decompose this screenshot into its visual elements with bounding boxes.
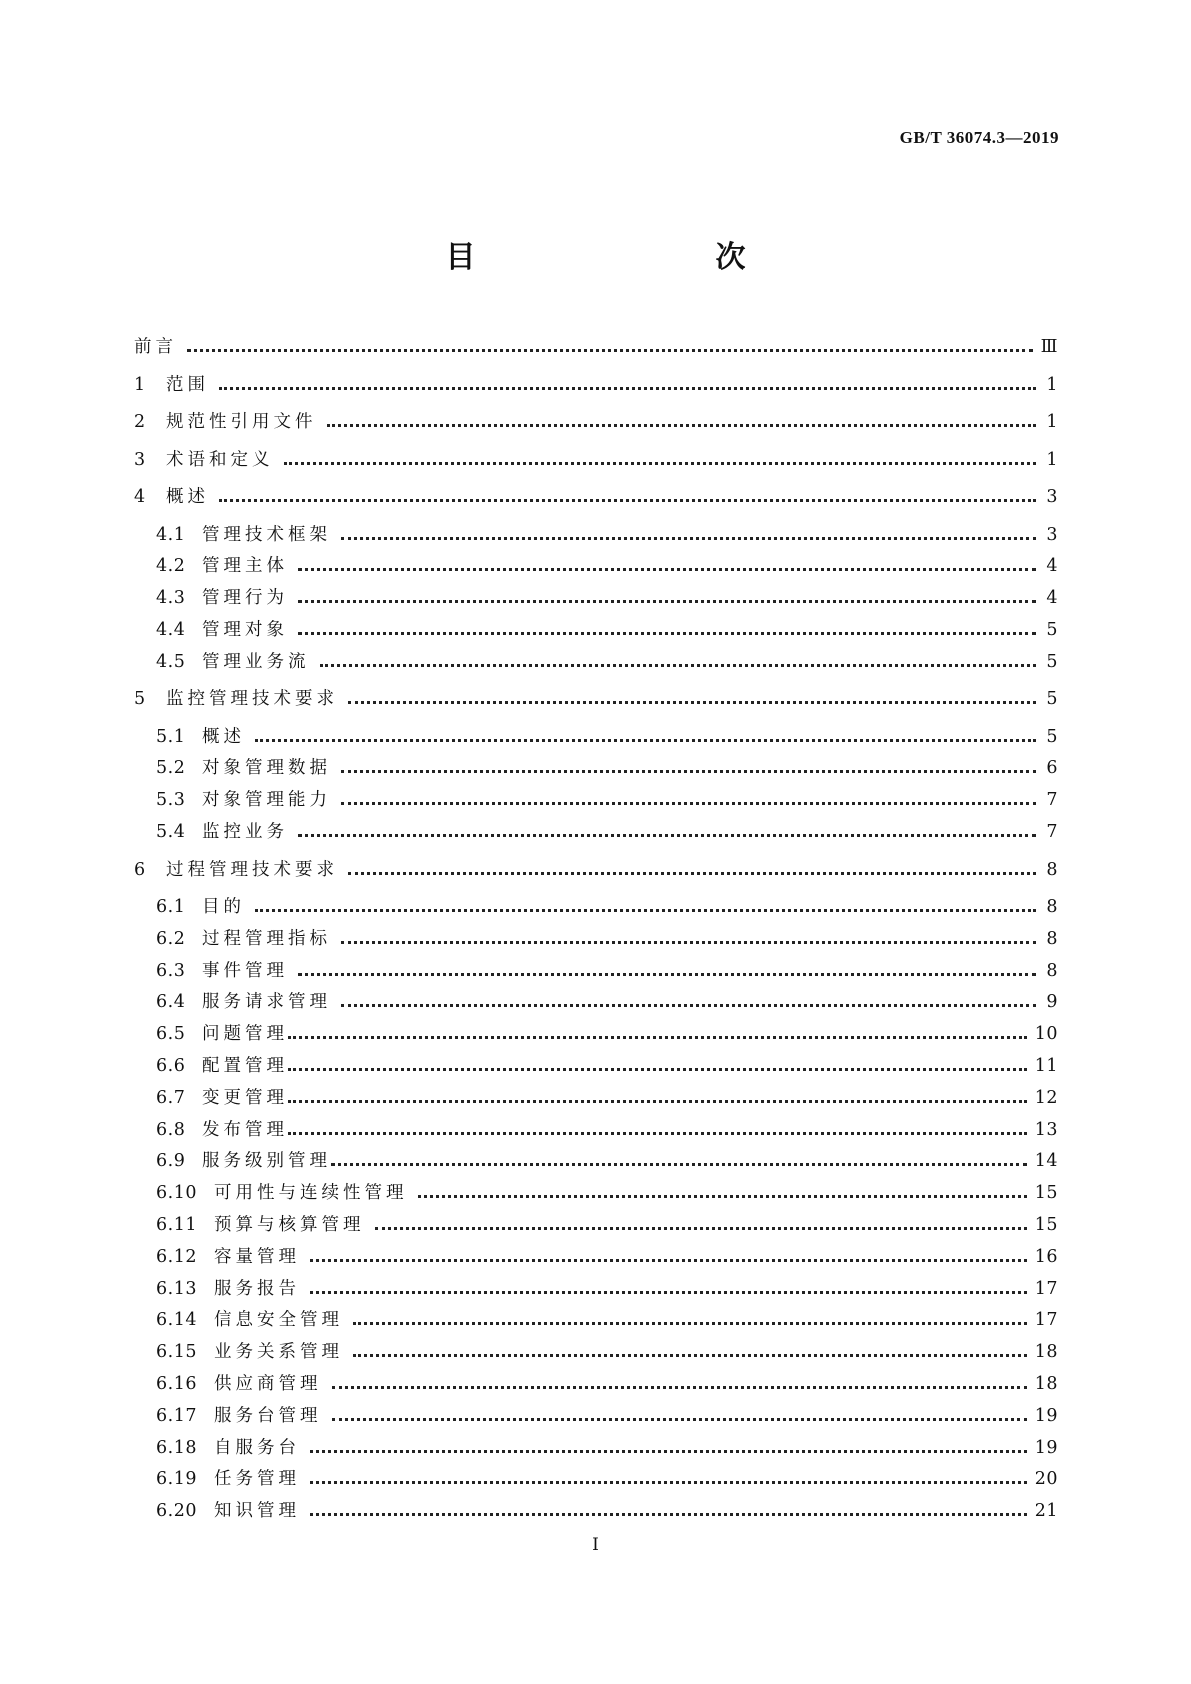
- toc-entry-page: 5: [1046, 726, 1058, 747]
- toc-entry-label: 服务台管理: [214, 1405, 322, 1426]
- toc-entry-label: 自服务台: [214, 1437, 300, 1458]
- toc-entry-label: 监控管理技术要求: [166, 689, 338, 710]
- toc-entry-label: 概述: [166, 487, 209, 507]
- toc-entry-number: 6.7: [156, 1087, 186, 1108]
- toc-entry-number: 6.10: [156, 1183, 197, 1204]
- dot-leader: [255, 739, 1036, 742]
- toc-entry-label: 知识管理: [214, 1501, 300, 1522]
- toc-entry-number: 3: [134, 449, 146, 470]
- toc-entry-label: 服务请求管理: [202, 992, 331, 1013]
- dot-leader: [255, 909, 1036, 912]
- toc-entry-number: 6.19: [156, 1469, 197, 1490]
- toc-entry-page: 15: [1034, 1183, 1058, 1204]
- toc-entry[interactable]: [134, 336, 1058, 358]
- toc-entry-label: 任务管理: [214, 1469, 300, 1490]
- toc-entry-label: 业务关系管理: [214, 1342, 343, 1363]
- toc-entry-label: 过程管理技术要求: [166, 859, 338, 880]
- toc-entry-page: 12: [1034, 1087, 1058, 1108]
- toc-entry[interactable]: [134, 555, 1058, 577]
- dot-leader: [331, 1163, 1027, 1166]
- dot-leader: [353, 1322, 1027, 1325]
- toc-entry-page: 1: [1046, 449, 1058, 470]
- dot-leader: [327, 424, 1037, 427]
- dot-leader: [341, 802, 1036, 805]
- toc-entry-number: 6.5: [156, 1024, 186, 1045]
- toc-entry-page: 16: [1034, 1246, 1058, 1267]
- toc-entry-label: 服务级别管理: [202, 1151, 331, 1172]
- toc-entry-number: 1: [134, 374, 146, 395]
- dot-leader: [348, 701, 1036, 704]
- toc-entry-number: 4.1: [156, 524, 186, 545]
- toc-entry[interactable]: [134, 619, 1058, 641]
- dot-leader: [310, 1259, 1027, 1262]
- toc-entry-label: 前言: [134, 337, 177, 357]
- toc-entry-number: 6.1: [156, 897, 186, 918]
- toc-entry-page: 19: [1034, 1405, 1058, 1426]
- toc-entry[interactable]: [134, 1119, 1058, 1141]
- page-number: I: [592, 1535, 599, 1555]
- toc-entry-number: 6.20: [156, 1501, 197, 1522]
- toc-entry[interactable]: [134, 960, 1058, 982]
- toc-entry-label: 监控业务: [202, 822, 288, 843]
- toc-entry-number: 2: [134, 412, 146, 432]
- table-of-contents: [134, 336, 1058, 1522]
- toc-entry[interactable]: [134, 1246, 1058, 1268]
- dot-leader: [418, 1195, 1027, 1198]
- dot-leader: [298, 834, 1036, 837]
- toc-entry-number: 4.5: [156, 651, 186, 672]
- toc-entry-page: 4: [1046, 556, 1058, 577]
- toc-entry-page: 10: [1034, 1024, 1058, 1045]
- toc-entry-label: 管理业务流: [202, 651, 310, 672]
- toc-entry-number: 6.13: [156, 1278, 197, 1299]
- toc-entry-label: 管理对象: [202, 619, 288, 640]
- toc-entry[interactable]: [134, 524, 1058, 546]
- toc-entry[interactable]: [134, 1309, 1058, 1331]
- dot-leader: [341, 537, 1036, 540]
- dot-leader: [341, 1004, 1036, 1007]
- toc-entry-number: 5: [134, 689, 146, 710]
- toc-entry-page: 3: [1046, 524, 1058, 545]
- dot-leader: [288, 1068, 1027, 1071]
- dot-leader: [298, 600, 1036, 603]
- dot-leader: [310, 1481, 1027, 1484]
- dot-leader: [288, 1036, 1027, 1039]
- toc-entry-page: 17: [1034, 1310, 1058, 1331]
- toc-entry-number: 5.2: [156, 758, 186, 779]
- toc-entry-label: 术语和定义: [166, 449, 274, 470]
- toc-entry[interactable]: [134, 821, 1058, 843]
- toc-entry[interactable]: [134, 1341, 1058, 1363]
- toc-entry-label: 问题管理: [202, 1024, 288, 1045]
- toc-entry[interactable]: [134, 374, 1058, 396]
- toc-entry[interactable]: [134, 1437, 1058, 1459]
- toc-entry-page: 14: [1034, 1151, 1058, 1172]
- toc-entry[interactable]: [134, 1405, 1058, 1427]
- dot-leader: [288, 1132, 1027, 1135]
- toc-entry-label: 管理技术框架: [202, 524, 331, 545]
- toc-entry[interactable]: [134, 486, 1058, 508]
- dot-leader: [348, 872, 1036, 875]
- toc-entry-page: 5: [1046, 689, 1058, 710]
- toc-entry-number: 6.9: [156, 1151, 186, 1172]
- toc-entry-page: 4: [1046, 588, 1058, 609]
- dot-leader: [332, 1418, 1027, 1421]
- dot-leader: [332, 1386, 1027, 1389]
- toc-entry-page: 21: [1034, 1501, 1058, 1522]
- toc-entry-page: 7: [1046, 822, 1058, 843]
- dot-leader: [320, 664, 1037, 667]
- toc-entry-number: 6.2: [156, 928, 186, 949]
- toc-entry[interactable]: [134, 1182, 1058, 1204]
- toc-entry-label: 管理行为: [202, 588, 288, 609]
- toc-entry-page: 3: [1046, 487, 1058, 507]
- toc-entry[interactable]: [134, 651, 1058, 673]
- toc-entry-label: 可用性与连续性管理: [214, 1183, 408, 1204]
- toc-entry-label: 目的: [202, 897, 245, 918]
- toc-entry[interactable]: [134, 1278, 1058, 1300]
- dot-leader: [310, 1291, 1027, 1294]
- toc-entry-number: 6.17: [156, 1405, 197, 1426]
- toc-entry[interactable]: [134, 726, 1058, 748]
- dot-leader: [288, 1100, 1027, 1103]
- standard-code: GB/T 36074.3—2019: [899, 128, 1059, 147]
- dot-leader: [310, 1450, 1027, 1453]
- toc-entry[interactable]: [134, 1023, 1058, 1045]
- toc-entry-label: 发布管理: [202, 1119, 288, 1140]
- page-title: 目 次: [445, 240, 806, 275]
- toc-entry-page: 8: [1046, 859, 1058, 880]
- toc-entry-label: 容量管理: [214, 1246, 300, 1267]
- dot-leader: [341, 770, 1036, 773]
- toc-entry-label: 服务报告: [214, 1278, 300, 1299]
- toc-entry-label: 对象管理能力: [202, 790, 331, 811]
- toc-entry-page: 5: [1046, 651, 1058, 672]
- toc-entry[interactable]: [134, 1055, 1058, 1077]
- toc-entry-number: 6.15: [156, 1342, 197, 1363]
- toc-entry-number: 6.16: [156, 1374, 197, 1395]
- dot-leader: [219, 387, 1036, 390]
- toc-entry[interactable]: [134, 1150, 1058, 1172]
- toc-entry[interactable]: [134, 688, 1058, 710]
- toc-entry-page: 9: [1046, 992, 1058, 1013]
- toc-entry-page: 8: [1046, 928, 1058, 949]
- dot-leader: [341, 941, 1036, 944]
- toc-entry[interactable]: [134, 1087, 1058, 1109]
- toc-entry[interactable]: [134, 1468, 1058, 1490]
- toc-entry-page: Ⅲ: [1040, 337, 1058, 357]
- toc-entry-number: 4.2: [156, 556, 186, 577]
- toc-entry-label: 管理主体: [202, 556, 288, 577]
- toc-entry-label: 变更管理: [202, 1087, 288, 1108]
- toc-entry-page: 20: [1034, 1469, 1058, 1490]
- dot-leader: [353, 1354, 1027, 1357]
- toc-entry-number: 4.3: [156, 588, 186, 609]
- toc-entry[interactable]: [134, 1373, 1058, 1395]
- toc-entry-number: 6.6: [156, 1056, 186, 1077]
- toc-entry-label: 供应商管理: [214, 1374, 322, 1395]
- toc-entry[interactable]: [134, 587, 1058, 609]
- toc-entry[interactable]: [134, 859, 1058, 881]
- toc-entry-number: 6.12: [156, 1246, 197, 1267]
- toc-entry[interactable]: [134, 449, 1058, 471]
- toc-entry-page: 15: [1034, 1215, 1058, 1236]
- dot-leader: [298, 568, 1036, 571]
- toc-entry-number: 6: [134, 859, 146, 880]
- toc-entry-label: 信息安全管理: [214, 1310, 343, 1331]
- toc-entry-number: 6.3: [156, 960, 186, 981]
- toc-entry-label: 预算与核算管理: [214, 1215, 365, 1236]
- toc-entry-page: 8: [1046, 897, 1058, 918]
- toc-entry-page: 19: [1034, 1437, 1058, 1458]
- toc-entry-page: 18: [1034, 1374, 1058, 1395]
- toc-entry[interactable]: [134, 789, 1058, 811]
- toc-entry-label: 事件管理: [202, 960, 288, 981]
- toc-entry-page: 11: [1034, 1056, 1058, 1077]
- toc-entry-page: 18: [1034, 1342, 1058, 1363]
- toc-entry-number: 5.4: [156, 822, 186, 843]
- toc-entry-page: 6: [1046, 758, 1058, 779]
- toc-entry[interactable]: [134, 1500, 1058, 1522]
- toc-entry-number: 6.8: [156, 1119, 186, 1140]
- toc-entry-number: 6.4: [156, 992, 186, 1013]
- dot-leader: [310, 1513, 1027, 1516]
- toc-entry-number: 6.11: [156, 1215, 197, 1236]
- toc-entry-label: 配置管理: [202, 1056, 288, 1077]
- toc-entry[interactable]: [134, 896, 1058, 918]
- toc-entry-number: 5.1: [156, 726, 186, 747]
- dot-leader: [375, 1227, 1027, 1230]
- toc-entry-number: 4: [134, 487, 146, 507]
- toc-entry[interactable]: [134, 928, 1058, 950]
- toc-entry[interactable]: [134, 1214, 1058, 1236]
- dot-leader: [219, 499, 1036, 502]
- toc-entry-number: 4.4: [156, 619, 186, 640]
- dot-leader: [298, 632, 1036, 635]
- toc-entry-label: 规范性引用文件: [166, 412, 317, 432]
- toc-entry-page: 1: [1046, 412, 1058, 432]
- toc-entry-label: 概述: [202, 726, 245, 747]
- toc-entry-number: 5.3: [156, 790, 186, 811]
- toc-entry[interactable]: [134, 757, 1058, 779]
- dot-leader: [187, 349, 1033, 352]
- toc-entry-page: 13: [1034, 1119, 1058, 1140]
- toc-entry-label: 范围: [166, 374, 209, 395]
- toc-entry-number: 6.14: [156, 1310, 197, 1331]
- toc-entry-page: 8: [1046, 960, 1058, 981]
- toc-entry[interactable]: [134, 991, 1058, 1013]
- toc-entry-label: 过程管理指标: [202, 928, 331, 949]
- toc-entry-page: 1: [1046, 374, 1058, 395]
- toc-entry[interactable]: [134, 411, 1058, 433]
- dot-leader: [284, 462, 1037, 465]
- toc-entry-page: 17: [1034, 1278, 1058, 1299]
- toc-entry-page: 7: [1046, 790, 1058, 811]
- toc-entry-label: 对象管理数据: [202, 758, 331, 779]
- toc-entry-page: 5: [1046, 619, 1058, 640]
- dot-leader: [298, 973, 1036, 976]
- toc-entry-number: 6.18: [156, 1437, 197, 1458]
